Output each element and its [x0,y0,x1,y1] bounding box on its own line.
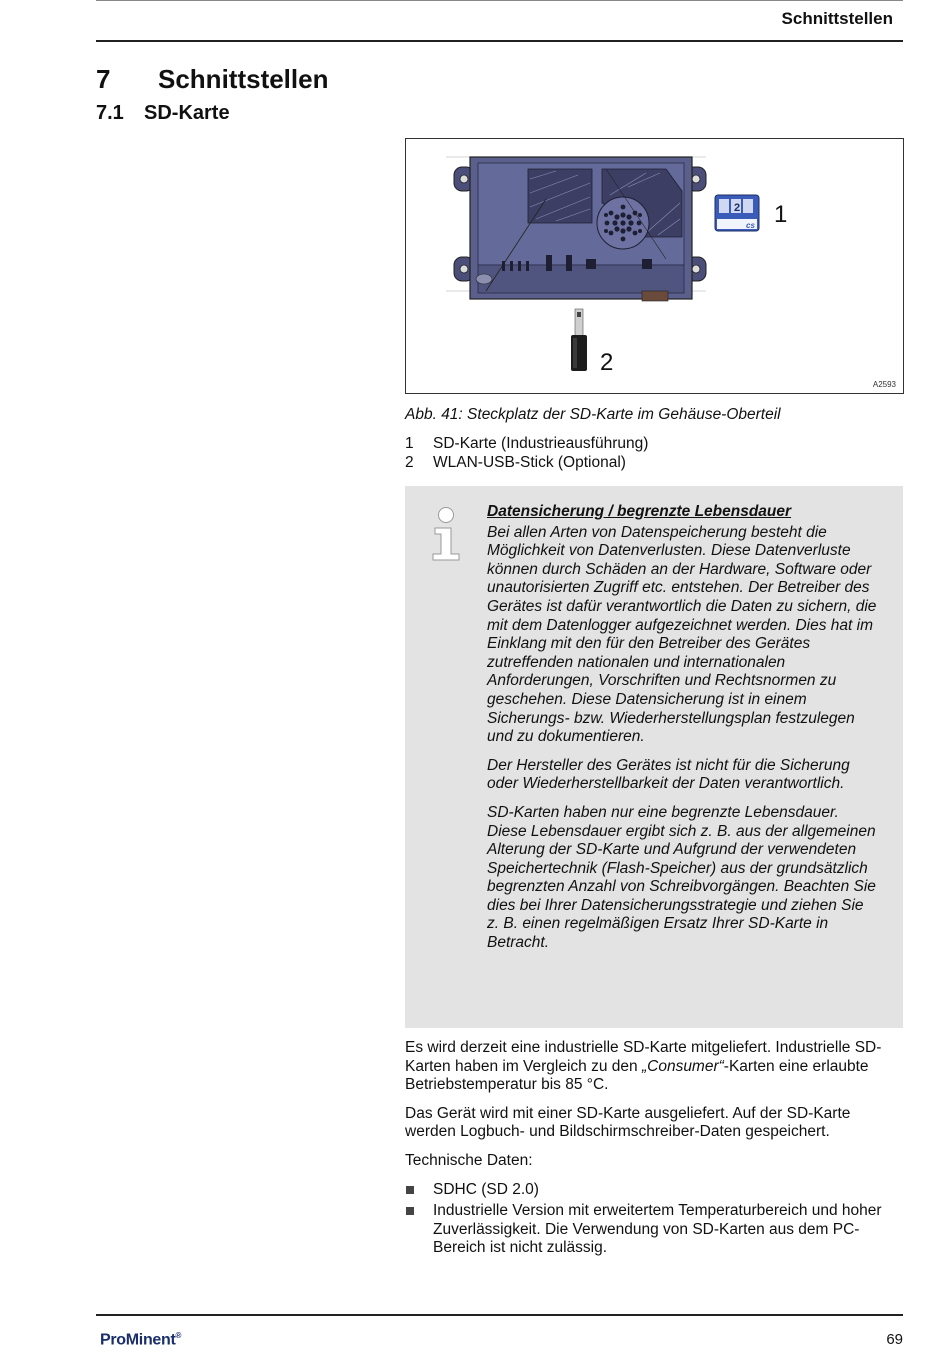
header-section-title: Schnittstellen [781,9,893,28]
svg-text:cs: cs [746,221,755,230]
info-paragraph-2: Der Hersteller des Gerätes ist nicht für die Sicherung oder Wiederherstellbarkeit der Daten verantwortlich. [487,756,850,793]
list-item [405,1202,903,1258]
figure-sd-slot [405,138,904,394]
chapter-heading [96,64,328,95]
prominent-logo [100,1331,181,1349]
header-bottom-rule [96,40,903,42]
figure-legend [405,434,648,472]
info-paragraph-1: Bei allen Arten von Datenspeicherung besteht die Möglichkeit von Datenverlusten. Diese Datenverluste können durch Schäden an der Hardware, Software oder unautorisierten Zugriff etc. entstehen. Der Betreiber des Gerätes ist dafür verantwortlich die Daten zu sichern, die mit dem Datenlogger aufgezeichnet werden. Dies hat im Einklang mit den für den Betreiber des Gerätes zutreffenden nationalen und internationalen Anforderungen, Vorschriften und Rechtsnormen zu geschehen. Diese Datensicherung ist in einem Sicherungs- bzw. Wiederherstellungsplan festzulegen und zu dokumentieren. [487,523,877,746]
info-icon [429,506,463,567]
body-paragraph-1-part-b: -Karten eine erlaubte Betriebstemperatur bis 85 °C. [405,1057,869,1094]
sd-card-icon [715,195,759,231]
consumer-emphasis: „Consumer“ [641,1057,724,1075]
body-paragraph-3: Technische Daten: [405,1151,533,1169]
device-illustration [406,139,903,393]
section-heading [96,102,230,125]
body-paragraph-2: Das Gerät wird mit einer SD-Karte ausgeliefert. Auf der SD-Karte werden Logbuch- und Bildschirmschreiber-Daten gespeichert. [405,1104,851,1141]
section-number: 7.1 [96,102,124,124]
legend-text: SD-Karte (Industrieausführung) [433,435,649,452]
legend-text: WLAN-USB-Stick (Optional) [433,454,626,471]
page-number: 69 [886,1331,903,1348]
chapter-title: Schnittstellen [158,64,329,94]
info-title: Datensicherung / begrenzte Lebensdauer [487,503,792,520]
bullet-square-icon [405,1181,433,1200]
figure-code: A2593 [872,380,896,389]
info-box [405,486,903,1028]
footer-rule [96,1314,903,1316]
chapter-number: 7 [96,64,111,94]
legend-item [405,434,648,453]
usb-stick-icon [571,309,587,371]
body-paragraph-1-part-a: Es wird derzeit eine industrielle SD-Karte mitgeliefert. Industrielle SD-Karten haben im Vergleich zu den [405,1039,882,1075]
figure-caption: Abb. 41: Steckplatz der SD-Karte im Gehäuse-Oberteil [405,406,781,423]
list-item-text: SDHC (SD 2.0) [433,1180,539,1198]
figure-label-2: 2 [600,349,614,376]
list-item-text: Industrielle Version mit erweitertem Temperaturbereich und hoher Zuverlässigkeit. Die Verwendung von SD-Karten aus dem PC-Bereich ist nicht zulässig. [433,1202,882,1257]
bullet-square-icon [405,1202,433,1258]
figure-label-1: 1 [774,201,788,228]
legend-number: 2 [405,454,414,471]
section-title: SD-Karte [144,102,230,124]
logo-registered-mark: ® [175,1331,182,1340]
tech-data-list [405,1181,903,1258]
info-paragraph-3: SD-Karten haben nur eine begrenzte Lebensdauer. Diese Lebensdauer ergibt sich z. B. aus der allgemeinen Alterung der SD-Karte und Aufgrund der verwendeten Speichertechnik (Flash-Speicher) aus der grundsätzlich begrenzten Anzahl von Schreibvorgängen. Beachten Sie dies bei Ihrer Datensicherungsstrategie und ziehen Sie z. B. einen regelmäßigen Ersatz Ihrer SD-Karte in Betracht. [487,803,876,952]
legend-number: 1 [405,435,414,452]
header-top-rule [96,0,903,1]
legend-item [405,453,648,472]
list-item [405,1181,903,1200]
body-text [405,1039,903,1261]
svg-text:2: 2 [733,202,741,214]
body-paragraph-1 [405,1039,903,1095]
logo-text: ProMinent [100,1331,176,1349]
info-content [487,503,879,963]
